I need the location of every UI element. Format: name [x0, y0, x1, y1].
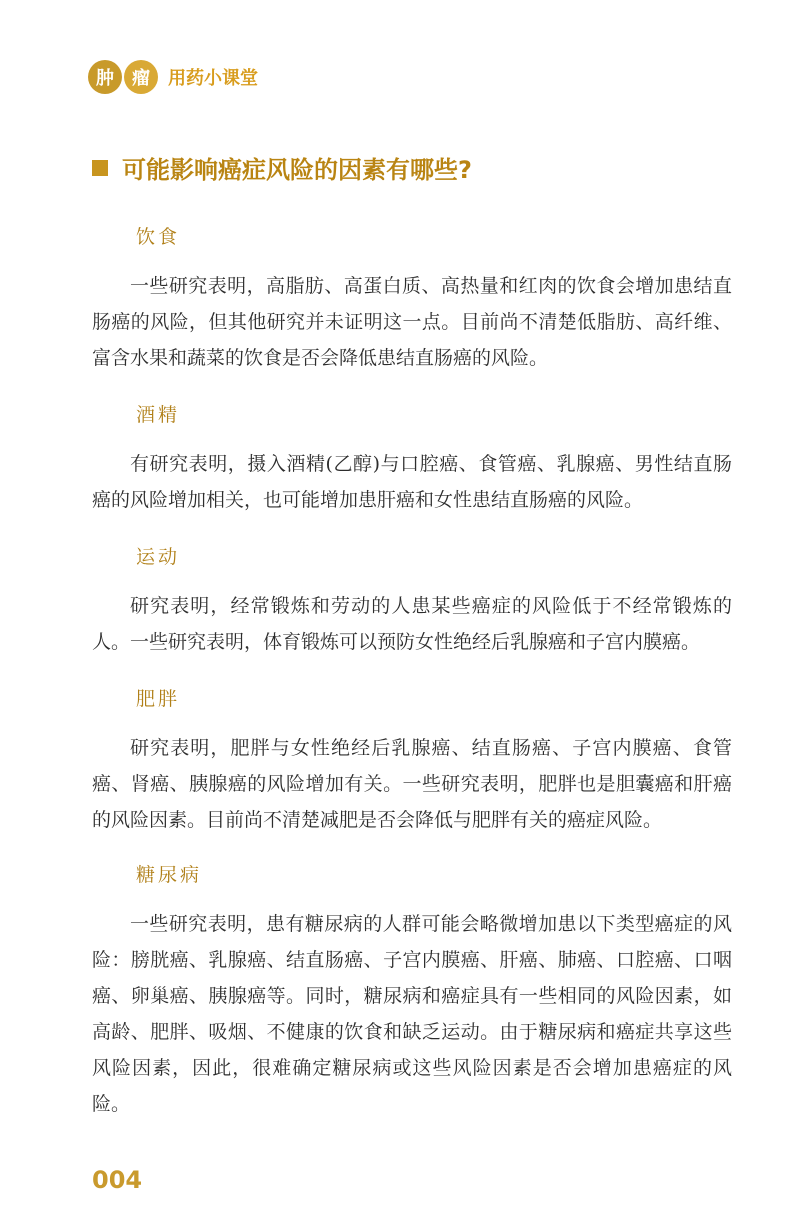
page-number: 004: [92, 1166, 143, 1194]
topic-title-obesity: 肥胖: [136, 688, 181, 710]
series-title: 用药小课堂: [168, 68, 258, 89]
topic-body-exercise: 研究表明，经常锻炼和劳动的人患某些癌症的风险低于不经常锻炼的人。一些研究表明，体育锻炼可以预防女性绝经后乳腺癌和子宫内膜癌。: [92, 595, 732, 653]
series-badge-char-1: 肿: [88, 60, 122, 94]
topic-title-diet: 饮食: [136, 226, 181, 248]
topic-title-alcohol: 酒精: [136, 404, 181, 426]
section-title: 可能影响癌症风险的因素有哪些?: [122, 156, 472, 184]
topic-title-diabetes: 糖尿病: [136, 864, 203, 886]
section-heading: [92, 150, 472, 185]
series-header: [88, 60, 258, 94]
topic-body-obesity: 研究表明，肥胖与女性绝经后乳腺癌、结直肠癌、子宫内膜癌、食管癌、肾癌、胰腺癌的风险增加有关。一些研究表明，肥胖也是胆囊癌和肝癌的风险因素。目前尚不清楚减肥是否会降低与肥胖有关的癌症风险。: [92, 737, 732, 831]
topic-body-alcohol: 有研究表明，摄入酒精(乙醇)与口腔癌、食管癌、乳腺癌、男性结直肠癌的风险增加相关，也可能增加患肝癌和女性患结直肠癌的风险。: [92, 453, 732, 511]
series-badge-char-2: 瘤: [124, 60, 158, 94]
topic-title-exercise: 运动: [136, 546, 181, 568]
section-marker-square: [92, 160, 108, 176]
topic-body-diabetes: 一些研究表明，患有糖尿病的人群可能会略微增加患以下类型癌症的风险：膀胱癌、乳腺癌、结直肠癌、子宫内膜癌、肝癌、肺癌、口腔癌、口咽癌、卵巢癌、胰腺癌等。同时，糖尿病和癌症具有一些相同的风险因素，如高龄、肥胖、吸烟、不健康的饮食和缺乏运动。由于糖尿病和癌症共享这些风险因素，因此，很难确定糖尿病或这些风险因素是否会增加患癌症的风险。: [92, 913, 732, 1115]
topic-body-diet: 一些研究表明，高脂肪、高蛋白质、高热量和红肉的饮食会增加患结直肠癌的风险，但其他研究并未证明这一点。目前尚不清楚低脂肪、高纤维、富含水果和蔬菜的饮食是否会降低患结直肠癌的风险。: [92, 275, 732, 369]
